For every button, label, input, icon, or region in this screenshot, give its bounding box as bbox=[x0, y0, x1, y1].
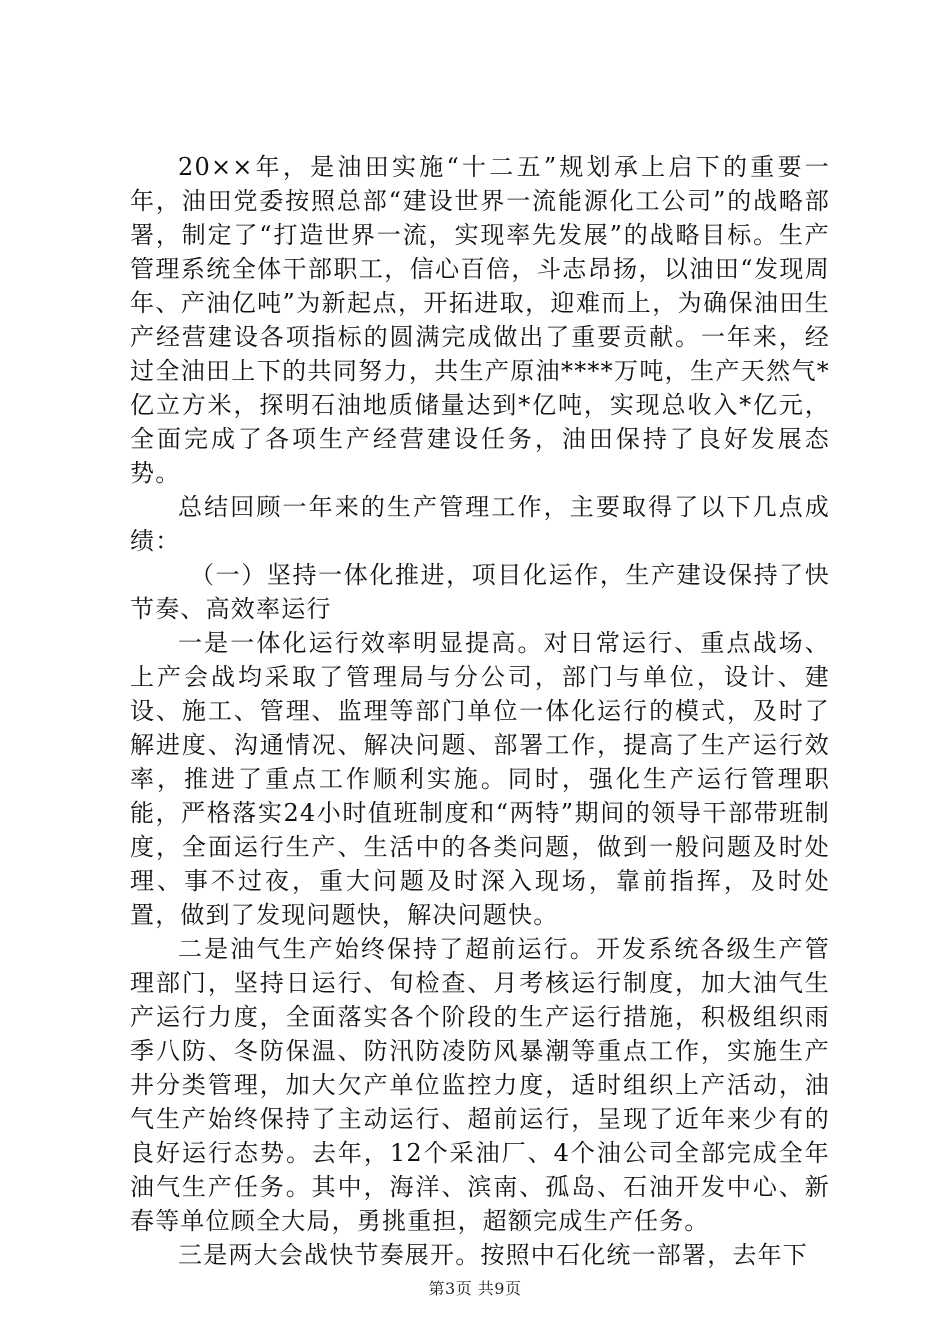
paragraph-point-3: 三是两大会战快节奏展开。按照中石化统一部署，去年下 bbox=[178, 1241, 808, 1269]
paragraph-point-2: 二是油气生产始终保持了超前运行。开发系统各级生产管理部门，坚持日运行、旬检查、月考核运行制度，加大油气生产运行力度，全面落实各个阶段的生产运行措施，积极组织雨季八防、冬防保温、防汛防凌防风暴潮等重点工作，实施生产井分类管理，加大欠产单位监控力度，适时组织上产活动，油气生产始终保持了主动运行、超前运行，呈现了近年来少有的良好运行态势。去年，12个采油厂、4个油公司全部完成全年油气生产任务。其中，海洋、滨南、孤岛、石油开发中心、新春等单位顾全大局，勇挑重担，超额完成生产任务。 bbox=[130, 935, 830, 1235]
paragraph-point-1: 一是一体化运行效率明显提高。对日常运行、重点战场、上产会战均采取了管理局与分公司，部门与单位，设计、建设、施工、管理、监理等部门单位一体化运行的模式，及时了解进度、沟通情况、解决问题、部署工作，提高了生产运行效率，推进了重点工作顺利实施。同时，强化生产运行管理职能，严格落实24小时值班制度和“两特”期间的领导干部带班制度，全面运行生产、生活中的各类问题，做到一般问题及时处理、事不过夜，重大问题及时深入现场，靠前指挥，及时处置，做到了发现问题快，解决问题快。 bbox=[130, 629, 830, 929]
paragraph-intro: 20××年，是油田实施“十二五”规划承上启下的重要一年，油田党委按照总部“建设世界一流能源化工公司”的战略部署，制定了“打造世界一流，实现率先发展”的战略目标。生产管理系统全体干部职工，信心百倍，斗志昂扬，以油田“发现周年、产油亿吨”为新起点，开拓进取，迎难而上，为确保油田生产经营建设各项指标的圆满完成做出了重要贡献。一年来，经过全油田上下的共同努力，共生产原油****万吨，生产天然气*亿立方米，探明石油地质储量达到*亿吨，实现总收入*亿元，全面完成了各项生产经营建设任务，油田保持了良好发展态势。 bbox=[130, 153, 830, 487]
paragraph-summary: 总结回顾一年来的生产管理工作，主要取得了以下几点成绩： bbox=[130, 493, 830, 555]
page-number-footer: 第3页 共9页 bbox=[428, 1279, 522, 1298]
section-heading-1: （一）坚持一体化推进，项目化运作，生产建设保持了快节奏、高效率运行 bbox=[130, 561, 830, 623]
body-text bbox=[130, 150, 830, 1272]
